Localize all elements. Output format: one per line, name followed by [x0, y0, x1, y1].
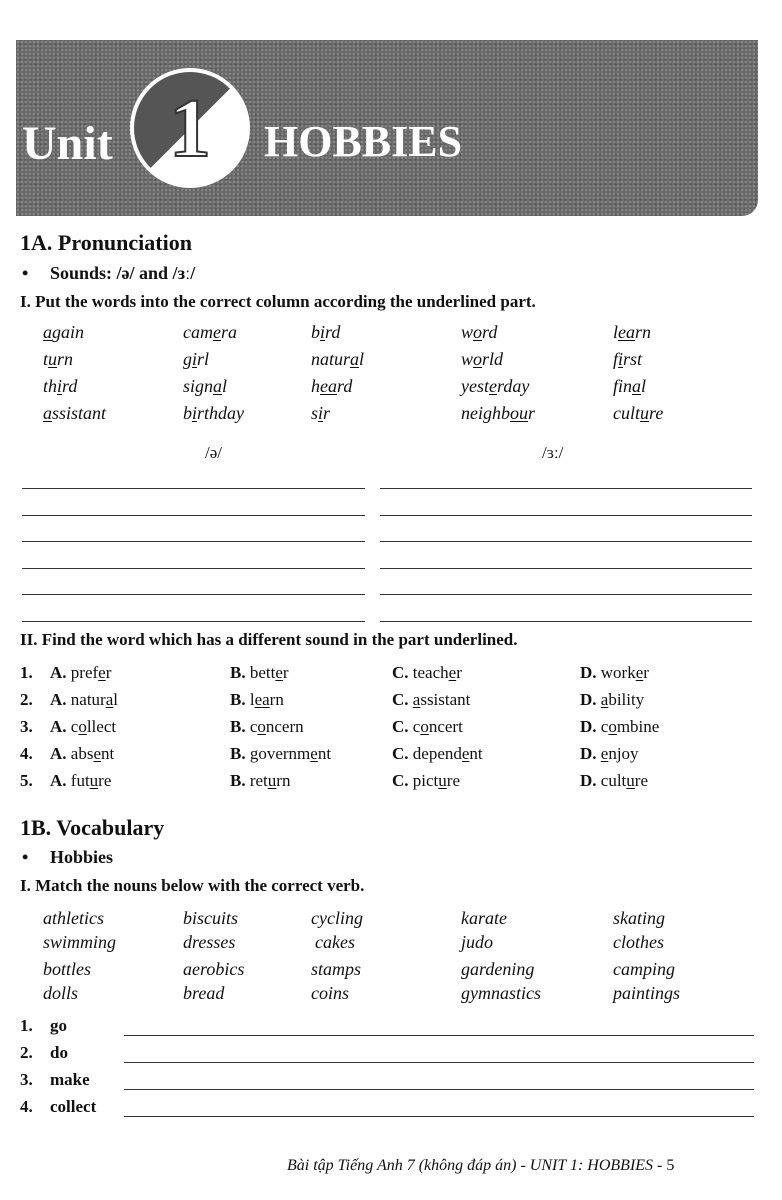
underlined-part: a [412, 690, 421, 709]
noun-word: paintings [613, 983, 681, 1003]
verb-label: go [50, 1016, 67, 1035]
answer-option: C. concert [392, 717, 463, 736]
underlined-part: ou [510, 403, 528, 423]
noun-word: athletics [43, 908, 104, 928]
underlined-part: o [78, 717, 87, 736]
section-a-title: 1A. Pronunciation [20, 230, 192, 255]
underlined-part: ea [618, 322, 636, 342]
pronunciation-word: culture [613, 403, 664, 423]
verb-number: 4. [20, 1097, 33, 1116]
answer-line-right [380, 621, 752, 622]
underlined-part: ea [254, 690, 270, 709]
underlined-part: e [600, 744, 609, 763]
underlined-part: e [635, 663, 644, 682]
underlined-part: a [213, 376, 223, 396]
underlined-part: i [57, 376, 63, 396]
underlined-part: o [473, 322, 483, 342]
option-letter: A. [50, 771, 67, 790]
underlined-part: e [310, 744, 318, 763]
underlined-part: ea [320, 376, 337, 396]
answer-line-left [22, 594, 365, 595]
question-number: 1. [20, 663, 33, 682]
underlined-part: a [43, 403, 52, 423]
answer-line-right [380, 488, 752, 489]
option-letter: D. [580, 771, 597, 790]
option-letter: A. [50, 663, 67, 682]
unit-word: Unit [22, 117, 113, 170]
answer-option: A. natural [50, 690, 118, 709]
answer-option: D. worker [580, 663, 649, 682]
column-header-schwa: /ə/ [205, 443, 222, 462]
underlined-part: i [192, 403, 198, 423]
answer-line-right [380, 568, 752, 569]
exercise-2-instruction: II. Find the word which has a different sound in the part underlined. [20, 630, 518, 649]
noun-word: dresses [183, 932, 236, 952]
section-a-bullet: • Sounds: /ə/ and /ɜː/ [50, 263, 195, 284]
pronunciation-word: third [43, 376, 78, 396]
verb-answer-line [124, 1062, 754, 1063]
answer-line-left [22, 488, 365, 489]
unit-number: 1 [169, 82, 211, 175]
pronunciation-word: bird [311, 322, 341, 342]
question-number: 4. [20, 744, 33, 763]
noun-word: gymnastics [461, 983, 541, 1003]
underlined-part: a [600, 690, 609, 709]
underlined-part: i [618, 349, 624, 369]
verb-answer-line [124, 1116, 754, 1117]
underlined-part: e [461, 744, 470, 763]
answer-option: A. collect [50, 717, 117, 736]
underlined-part: e [448, 663, 457, 682]
noun-word: karate [461, 908, 507, 928]
option-letter: D. [580, 744, 597, 763]
page-footer [287, 1157, 674, 1175]
answer-option: B. return [230, 771, 291, 790]
answer-option: D. culture [580, 771, 648, 790]
option-letter: B. [230, 771, 246, 790]
underlined-part: o [608, 717, 617, 736]
pronunciation-word: signal [183, 376, 228, 396]
noun-word: clothes [613, 932, 664, 952]
underlined-part: i [320, 322, 326, 342]
noun-word: stamps [311, 959, 362, 979]
answer-line-left [22, 541, 365, 542]
pronunciation-word: assistant [43, 403, 107, 423]
noun-word: bread [183, 983, 225, 1003]
unit-title: HOBBIES [264, 117, 463, 166]
noun-word: bottles [43, 959, 91, 979]
underlined-part: e [488, 376, 497, 396]
verb-answer-line [124, 1035, 754, 1036]
pronunciation-word: sir [311, 403, 331, 423]
underlined-part: e [213, 322, 221, 342]
underlined-part: i [318, 403, 324, 423]
section-b-title: 1B. Vocabulary [20, 815, 165, 840]
pronunciation-word: yesterday [461, 376, 530, 396]
footer-text: Bài tập Tiếng Anh 7 (không đáp án) - UNIT 1: HOBBIES [287, 1157, 654, 1174]
option-letter: C. [392, 663, 409, 682]
column-header-er: /ɜː/ [542, 443, 564, 462]
answer-option: D. enjoy [580, 744, 639, 763]
noun-word: swimming [43, 932, 117, 952]
answer-option: B. learn [230, 690, 284, 709]
noun-word: cakes [315, 932, 355, 952]
underlined-part: a [632, 376, 642, 396]
unit-number-badge [130, 68, 250, 188]
answer-line-left [22, 621, 365, 622]
option-letter: C. [392, 744, 409, 763]
option-letter: A. [50, 717, 67, 736]
answer-option: A. future [50, 771, 112, 790]
answer-option: A. prefer [50, 663, 112, 682]
answer-line-right [380, 594, 752, 595]
question-number: 5. [20, 771, 33, 790]
section-b-bullet: • Hobbies [50, 847, 113, 868]
verb-number: 3. [20, 1070, 33, 1089]
pronunciation-word: again [43, 322, 85, 342]
answer-option: B. better [230, 663, 289, 682]
noun-word: aerobics [183, 959, 245, 979]
noun-word: dolls [43, 983, 79, 1003]
underlined-part: u [48, 349, 58, 369]
pronunciation-word: turn [43, 349, 74, 369]
verb-label: make [50, 1070, 90, 1089]
option-letter: D. [580, 663, 597, 682]
underlined-part: e [93, 744, 101, 763]
option-letter: B. [230, 744, 246, 763]
underlined-part: e [98, 663, 106, 682]
noun-word: coins [311, 983, 349, 1003]
underlined-part: o [420, 717, 429, 736]
underlined-part: a [105, 690, 114, 709]
option-letter: C. [392, 717, 409, 736]
page-number: 5 [666, 1157, 675, 1174]
underlined-part: e [275, 663, 283, 682]
noun-word: skating [613, 908, 665, 928]
underlined-part: u [626, 771, 635, 790]
underlined-part: a [350, 349, 360, 369]
noun-word: gardening [461, 959, 535, 979]
pronunciation-word: world [461, 349, 504, 369]
question-number: 2. [20, 690, 33, 709]
option-letter: B. [230, 663, 246, 682]
pronunciation-word: word [461, 322, 498, 342]
option-letter: B. [230, 690, 246, 709]
verb-label: collect [50, 1097, 97, 1116]
option-letter: A. [50, 690, 67, 709]
pronunciation-word: camera [183, 322, 238, 342]
option-letter: D. [580, 690, 597, 709]
underlined-part: u [267, 771, 277, 790]
pronunciation-word: heard [311, 376, 353, 396]
answer-option: D. ability [580, 690, 645, 709]
answer-option: C. assistant [392, 690, 471, 709]
underlined-part: i [192, 349, 198, 369]
option-letter: D. [580, 717, 597, 736]
pronunciation-word: birthday [183, 403, 245, 423]
verb-label: do [50, 1043, 68, 1062]
option-letter: A. [50, 744, 67, 763]
question-number: 3. [20, 717, 33, 736]
answer-line-left [22, 515, 365, 516]
noun-word: judo [461, 932, 494, 952]
answer-option: C. picture [392, 771, 460, 790]
answer-line-right [380, 541, 752, 542]
answer-option: B. government [230, 744, 332, 763]
verb-answer-line [124, 1089, 754, 1090]
underlined-part: o [257, 717, 266, 736]
footer-separator: - [657, 1157, 663, 1174]
underlined-part: u [640, 403, 649, 423]
underlined-part: u [438, 771, 447, 790]
vocabulary-instruction: I. Match the nouns below with the correct verb. [20, 876, 365, 895]
option-letter: B. [230, 717, 246, 736]
verb-number: 2. [20, 1043, 33, 1062]
option-letter: C. [392, 771, 409, 790]
answer-line-left [22, 568, 365, 569]
exercise-1-instruction: I. Put the words into the correct column according the underlined part. [20, 292, 536, 311]
pronunciation-word: girl [183, 349, 210, 369]
answer-option: D. combine [580, 717, 660, 736]
answer-line-right [380, 515, 752, 516]
answer-option: A. absent [50, 744, 115, 763]
underlined-part: o [473, 349, 483, 369]
noun-word: camping [613, 959, 675, 979]
pronunciation-word: final [613, 376, 647, 396]
unit-banner [16, 40, 758, 216]
pronunciation-word: learn [613, 322, 652, 342]
option-letter: C. [392, 690, 409, 709]
underlined-part: a [43, 322, 52, 342]
verb-number: 1. [20, 1016, 33, 1035]
pronunciation-word: neighbour [461, 403, 536, 423]
noun-word: cycling [311, 908, 363, 928]
pronunciation-word: first [613, 349, 643, 369]
pronunciation-word: natural [311, 349, 365, 369]
answer-option: B. concern [230, 717, 304, 736]
noun-word: biscuits [183, 908, 239, 928]
answer-option: C. teacher [392, 663, 462, 682]
underlined-part: u [89, 771, 99, 790]
answer-option: C. dependent [392, 744, 483, 763]
